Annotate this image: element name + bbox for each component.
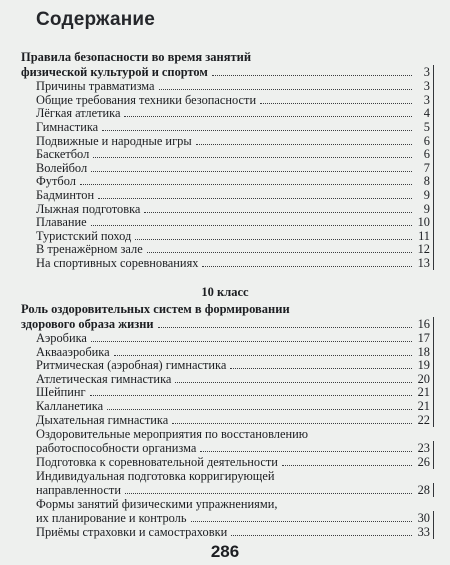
side-bar <box>433 455 435 469</box>
page-ref: 26 <box>417 455 430 469</box>
toc-row <box>0 93 450 107</box>
toc-row <box>0 345 450 359</box>
toc-entry-label: Формы занятий физическими упражнениями, <box>36 497 278 511</box>
side-bar <box>433 93 435 107</box>
toc-row <box>0 399 450 413</box>
leader-dots <box>260 103 412 104</box>
toc-entry-label: Оздоровительные мероприятия по восстановлению <box>36 427 308 441</box>
side-bar <box>433 317 435 331</box>
leader-dots <box>172 423 412 424</box>
leader-dots <box>175 382 412 383</box>
page-ref: 4 <box>423 106 430 120</box>
leader-dots <box>212 75 412 76</box>
side-bar <box>433 188 435 202</box>
leader-dots <box>93 157 412 158</box>
side-bar <box>433 202 435 216</box>
leader-dots <box>200 451 412 452</box>
side-bar <box>433 345 435 359</box>
toc-entry-label: Баскетбол <box>36 147 90 161</box>
side-bar <box>433 399 435 413</box>
toc-row <box>0 511 450 525</box>
toc-entry-label: Бадминтон <box>36 188 95 202</box>
toc-row <box>0 188 450 202</box>
leader-dots <box>230 368 412 369</box>
side-bar <box>433 256 435 270</box>
toc-row <box>0 174 450 188</box>
toc-row <box>0 147 450 161</box>
toc-entry-label: Атлетическая гимнастика <box>36 372 172 386</box>
page-ref: 21 <box>417 399 430 413</box>
side-bar <box>433 413 435 427</box>
side-bar <box>433 511 435 525</box>
leader-dots <box>196 144 412 145</box>
leader-dots <box>91 171 412 172</box>
page-ref: 3 <box>423 93 430 107</box>
toc-entry-label: Подвижные и народные игры <box>36 134 192 148</box>
leader-dots <box>80 184 412 185</box>
toc-entry-label: Калланетика <box>36 399 104 413</box>
toc-entry-label: Шейпинг <box>36 385 86 399</box>
section-title-line: физической культурой и спортом <box>21 65 208 79</box>
side-bar <box>433 525 435 539</box>
toc-row <box>0 385 450 399</box>
class-heading: 10 класс <box>201 285 249 299</box>
leader-dots <box>147 252 412 253</box>
leader-dots <box>91 225 412 226</box>
leader-dots <box>125 493 412 494</box>
toc-row <box>0 242 450 256</box>
toc-row <box>0 202 450 216</box>
toc-entry-label: Футбол <box>36 174 76 188</box>
section-title-line: Роль оздоровительных систем в формировании <box>21 302 290 316</box>
page-ref: 23 <box>417 441 430 455</box>
page-ref: 3 <box>423 79 430 93</box>
leader-dots <box>98 198 412 199</box>
side-bar <box>433 483 435 497</box>
page-ref: 18 <box>417 345 430 359</box>
leader-dots <box>158 327 412 328</box>
leader-dots <box>91 341 412 342</box>
toc-entry-label: Лёгкая атлетика <box>36 106 121 120</box>
toc-row <box>0 455 450 469</box>
leader-dots <box>191 521 412 522</box>
page-ref: 17 <box>417 331 430 345</box>
toc-row <box>0 134 450 148</box>
page-ref: 33 <box>417 525 430 539</box>
toc-entry-label: Аэробика <box>36 331 87 345</box>
toc-row <box>0 256 450 270</box>
toc-entry-label: Аквааэробика <box>36 345 110 359</box>
leader-dots <box>135 239 412 240</box>
side-bar <box>433 79 435 93</box>
section-title-line: здорового образа жизни <box>21 317 154 331</box>
side-bar <box>433 441 435 455</box>
toc-entry-label: их планирование и контроль <box>36 511 187 525</box>
toc-row <box>0 120 450 134</box>
page-ref: 30 <box>417 511 430 525</box>
toc-entry-label: Ритмическая (аэробная) гимнастика <box>36 358 227 372</box>
toc-entry-label: Индивидуальная подготовка корригирующей <box>36 469 275 483</box>
page-ref: 28 <box>417 483 430 497</box>
toc-entry-label: Приёмы страховки и самостраховки <box>36 525 228 539</box>
page-ref: 8 <box>423 174 430 188</box>
page-ref: 19 <box>417 358 430 372</box>
page-number: 286 <box>210 542 240 561</box>
toc-entry-label: Туристский поход <box>36 229 132 243</box>
leader-dots <box>159 89 412 90</box>
side-bar <box>433 174 435 188</box>
side-bar <box>433 120 435 134</box>
toc-entry-label: Гимнастика <box>36 120 99 134</box>
toc-entry-label: Лыжная подготовка <box>36 202 141 216</box>
page-ref: 6 <box>423 134 430 148</box>
toc-entry-label: Плавание <box>36 215 87 229</box>
section-title <box>21 50 433 65</box>
toc-entry-label: Подготовка к соревновательной деятельности <box>36 455 278 469</box>
toc-entry-label: На спортивных соревнованиях <box>36 256 199 270</box>
side-bar <box>433 106 435 120</box>
page-ref: 12 <box>417 242 430 256</box>
page-ref: 16 <box>417 317 430 331</box>
page-ref: 11 <box>418 229 430 243</box>
leader-dots <box>102 130 412 131</box>
side-bar <box>433 229 435 243</box>
side-bar <box>433 65 435 79</box>
side-bar <box>433 215 435 229</box>
side-bar <box>433 161 435 175</box>
toc-row <box>0 65 450 79</box>
page-ref: 9 <box>423 202 430 216</box>
page-ref: 7 <box>423 161 430 175</box>
leader-dots <box>231 535 412 536</box>
side-bar <box>433 385 435 399</box>
page-ref: 13 <box>417 256 430 270</box>
section-title <box>21 302 433 317</box>
toc-row <box>0 106 450 120</box>
toc-row <box>0 441 450 455</box>
page-title: Содержание <box>36 9 156 30</box>
toc-entry-label: направленности <box>36 483 121 497</box>
section-title-line: Правила безопасности во время занятий <box>21 50 252 64</box>
toc-row <box>0 525 450 539</box>
side-bar <box>433 147 435 161</box>
toc-entry-label: Дыхательная гимнастика <box>36 413 169 427</box>
leader-dots <box>90 395 412 396</box>
side-bar <box>433 134 435 148</box>
toc-row <box>0 161 450 175</box>
leader-dots <box>124 116 412 117</box>
side-bar <box>433 331 435 345</box>
toc-row <box>0 372 450 386</box>
page-ref: 21 <box>417 385 430 399</box>
page-ref: 3 <box>423 65 430 79</box>
page-ref: 6 <box>423 147 430 161</box>
page-ref: 10 <box>417 215 430 229</box>
page-ref: 9 <box>423 188 430 202</box>
toc-row <box>0 79 450 93</box>
leader-dots <box>107 409 412 410</box>
side-bar <box>433 372 435 386</box>
side-bar <box>433 242 435 256</box>
toc-entry-label: Общие требования техники безопасности <box>36 93 257 107</box>
toc-row <box>0 483 450 497</box>
toc-entry-label: Волейбол <box>36 161 88 175</box>
leader-dots <box>282 465 412 466</box>
toc-row <box>0 229 450 243</box>
toc-entry-label: Причины травматизма <box>36 79 155 93</box>
toc-entry-label: работоспособности организма <box>36 441 197 455</box>
page-ref: 5 <box>423 120 430 134</box>
toc-row <box>0 331 450 345</box>
page-ref: 20 <box>417 372 430 386</box>
toc-row <box>0 215 450 229</box>
page-ref: 22 <box>417 413 430 427</box>
toc-row <box>0 413 450 427</box>
leader-dots <box>202 266 412 267</box>
toc-entry-label: В тренажёрном зале <box>36 242 143 256</box>
toc-row <box>0 317 450 331</box>
leader-dots <box>144 212 412 213</box>
side-bar <box>433 358 435 372</box>
toc-row <box>0 358 450 372</box>
leader-dots <box>114 355 412 356</box>
